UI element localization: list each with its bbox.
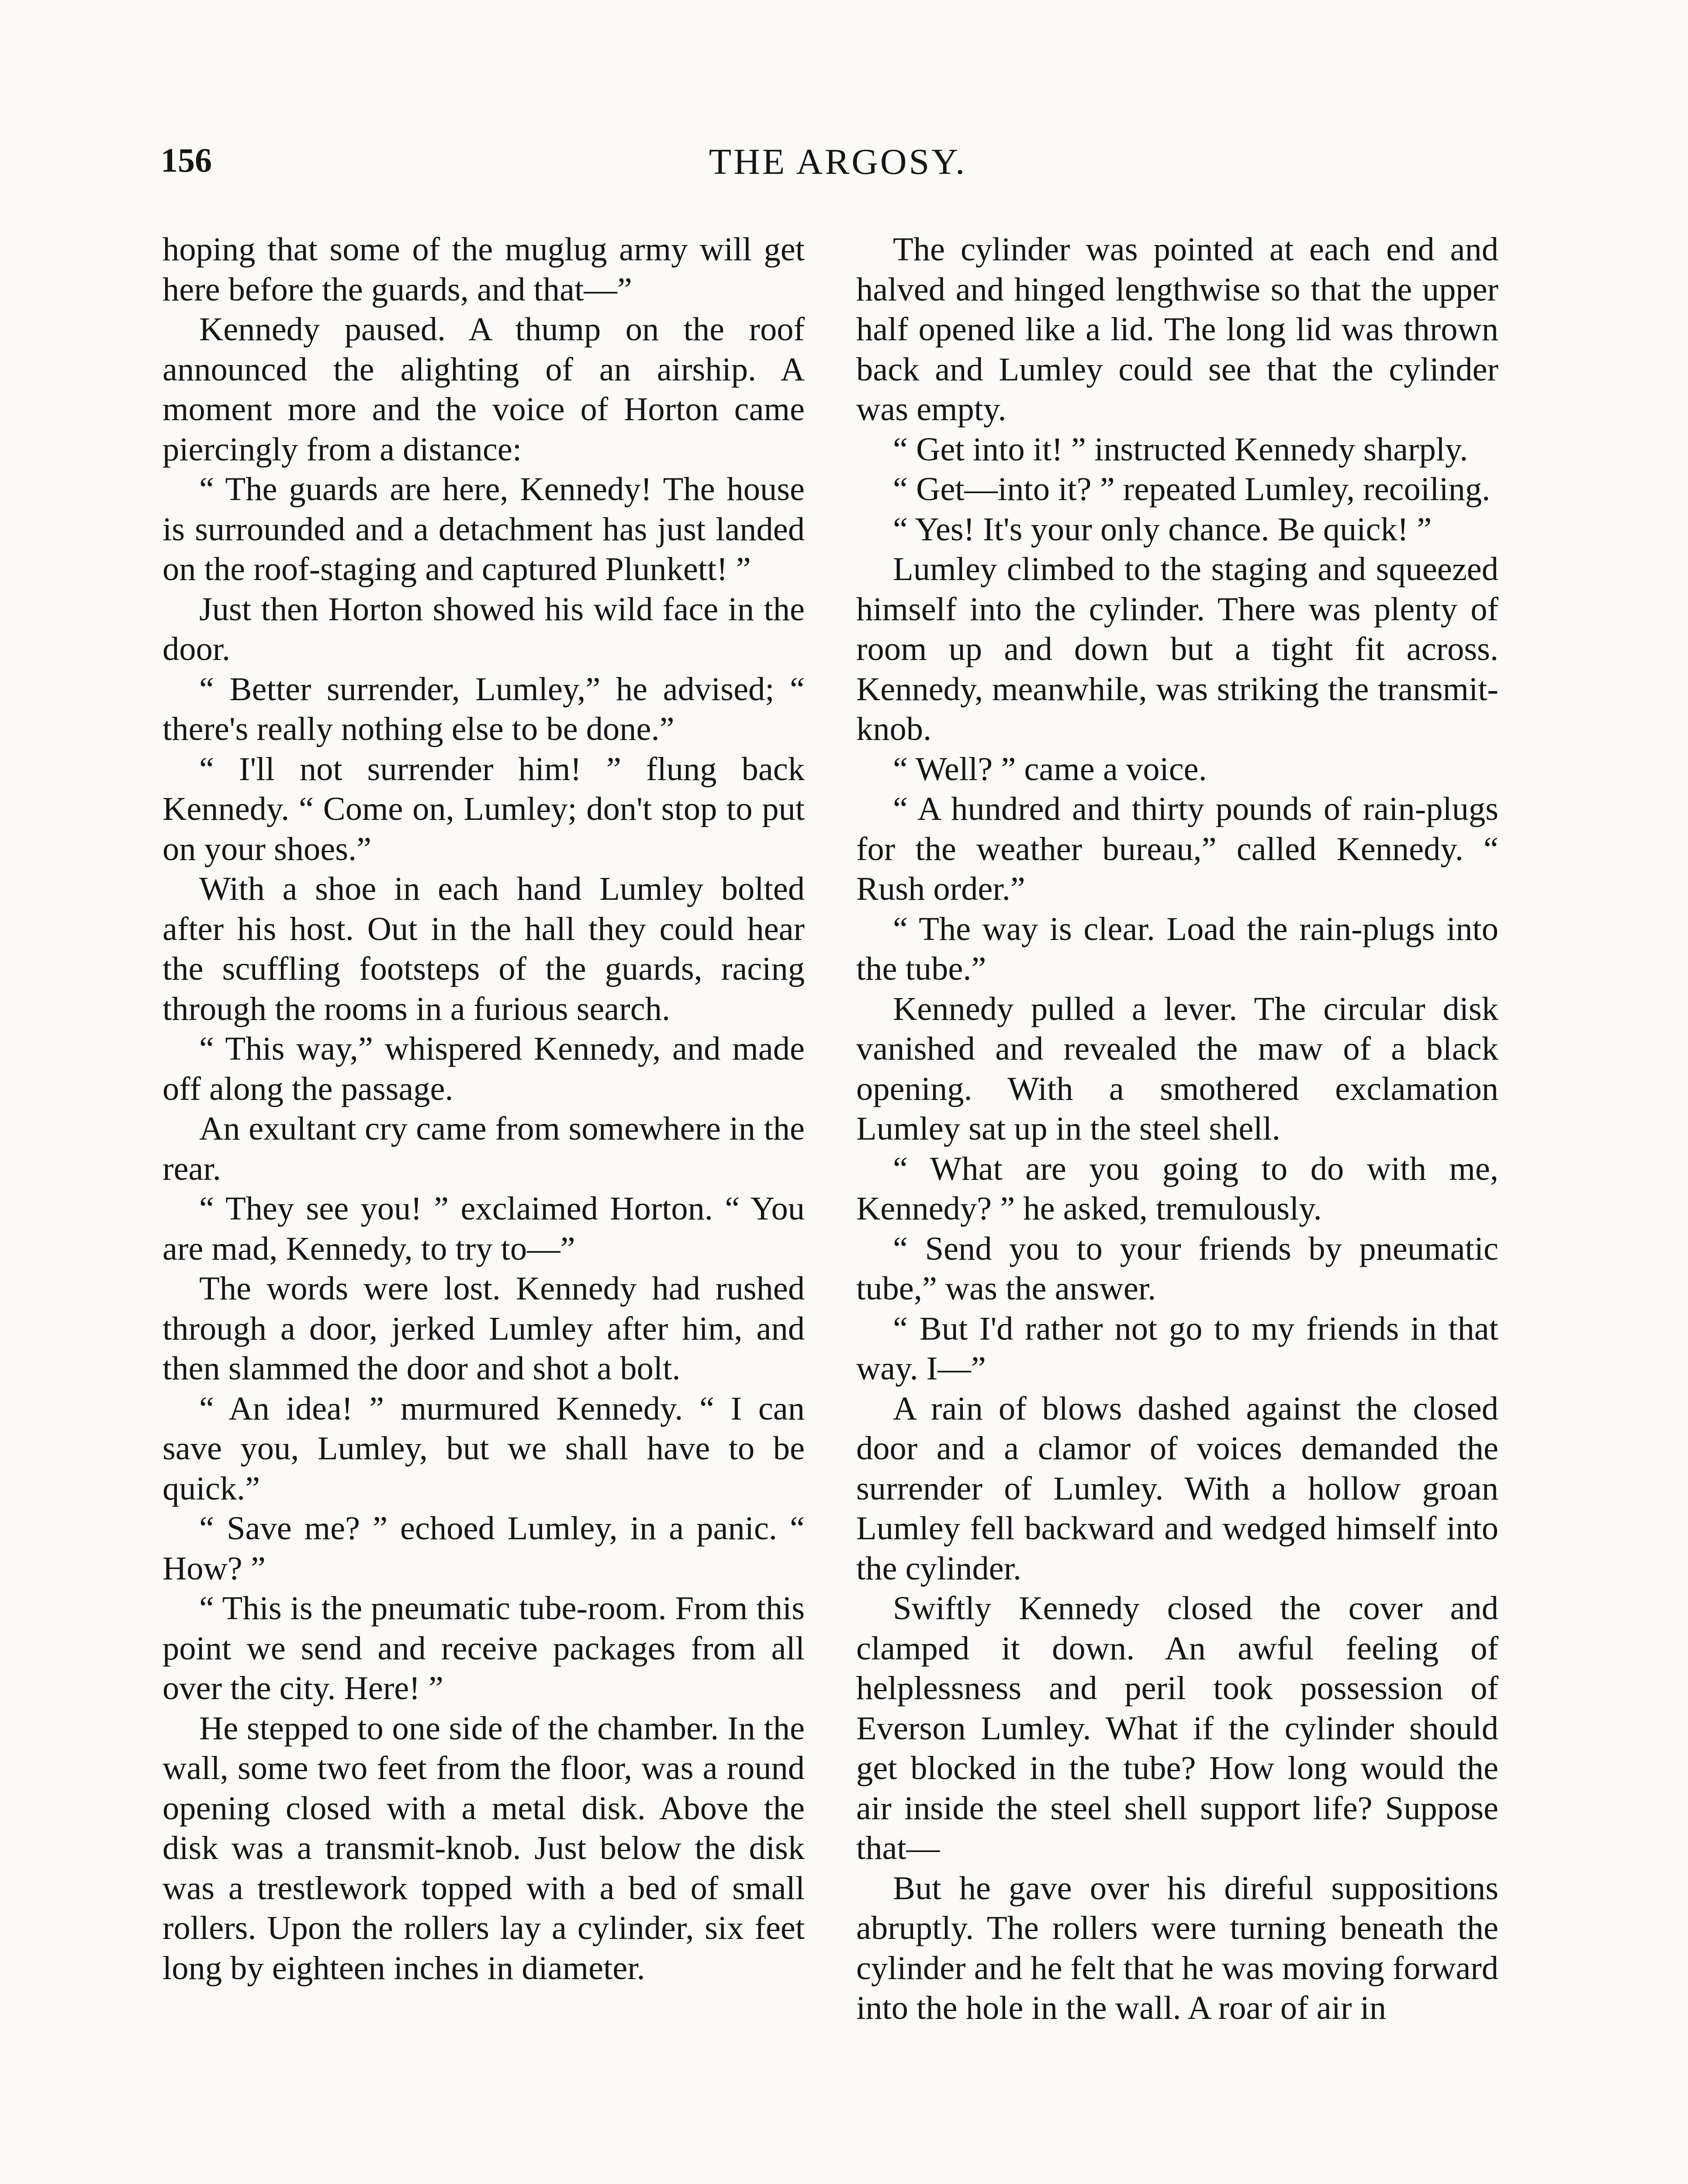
- paragraph: “ The way is clear. Load the rain-plugs into the tube.”: [856, 910, 1498, 987]
- paragraph: “ Get into it! ” instructed Kennedy sharply.: [893, 430, 1468, 468]
- paragraph: Swiftly Kennedy closed the cover and clamped it down. An awful feeling of helplessness and peril took possession of Everson Lumley. What if the cylinder should get blocked in the tube? How long would the air inside the steel shell support life? Suppose that—: [856, 1590, 1498, 1866]
- paragraph: “ Save me? ” echoed Lumley, in a panic. “ How? ”: [163, 1510, 805, 1587]
- paragraph: “ The guards are here, Kennedy! The house is surrounded and a detachment has just landed on the roof-staging and captured Plunkett! ”: [163, 470, 805, 587]
- paragraph: Kennedy paused. A thump on the roof announced the alighting of an airship. A moment more and the voice of Horton came piercingly from a distance:: [163, 311, 805, 468]
- paragraph: The cylinder was pointed at each end and halved and hinged lengthwise so that the upper half opened like a lid. The long lid was thrown back and Lumley could see that the cylinder was empty.: [856, 231, 1498, 428]
- paragraph: “ Well? ” came a voice.: [893, 750, 1207, 788]
- paragraph: “ I'll not surrender him! ” flung back Kennedy. “ Come on, Lumley; don't stop to put on your shoes.”: [163, 750, 805, 867]
- paragraph: But he gave over his direful suppositions abruptly. The rollers were turning beneath the cylinder and he felt that he was moving forward into the hole in the wall. A roar of air in: [856, 1869, 1499, 2026]
- paragraph: With a shoe in each hand Lumley bolted after his host. Out in the hall they could hear the scuffling footsteps of the guards, racing through the rooms in a furious search.: [163, 870, 805, 1027]
- page-number: 156: [161, 141, 212, 179]
- paragraph: “ Yes! It's your only chance. Be quick! ”: [893, 510, 1432, 548]
- paragraph: hoping that some of the muglug army will get here before the guards, and that—”: [163, 231, 805, 308]
- paragraph: “ Better surrender, Lumley,” he advised; “ there's really nothing else to be done.”: [163, 670, 805, 747]
- paragraph: Just then Horton showed his wild face in the door.: [163, 590, 805, 667]
- paragraph: The words were lost. Kennedy had rushed through a door, jerked Lumley after him, and then slammed the door and shot a bolt.: [163, 1270, 805, 1387]
- paragraph: “ This is the pneumatic tube-room. From this point we send and receive packages from all over the city. Here! ”: [163, 1590, 805, 1707]
- running-head: THE ARGOSY.: [709, 142, 967, 182]
- paragraph: “ But I'd rather not go to my friends in that way. I—”: [856, 1310, 1498, 1387]
- paragraph: “ An idea! ” murmured Kennedy. “ I can save you, Lumley, but we shall have to be quick.”: [163, 1389, 805, 1507]
- paragraph: A rain of blows dashed against the closed door and a clamor of voices demanded the surrender of Lumley. With a hollow groan Lumley fell backward and wedged himself into the cylinder.: [856, 1389, 1498, 1587]
- right-column: [856, 229, 1498, 2028]
- paragraph: “ What are you going to do with me, Kennedy? ” he asked, tremulously.: [856, 1150, 1498, 1227]
- page-header: [161, 141, 1515, 193]
- paragraph: Lumley climbed to the staging and squeezed himself into the cylinder. There was plenty of room up and down but a tight fit across. Kennedy, meanwhile, was striking the transmit-knob.: [856, 550, 1498, 747]
- paragraph: He stepped to one side of the chamber. In the wall, some two feet from the floor, was a round opening closed with a metal disk. Above the disk was a transmit-knob. Just below the disk was a trestlework topped with a bed of small rollers. Upon the rollers lay a cylinder, six feet long by eighteen inches in diameter.: [163, 1709, 805, 1987]
- left-column: [163, 229, 805, 1988]
- paragraph: “ This way,” whispered Kennedy, and made off along the passage.: [163, 1030, 805, 1107]
- paragraph: “ A hundred and thirty pounds of rain-plugs for the weather bureau,” called Kennedy. “ Rush order.”: [856, 790, 1498, 907]
- paragraph: Kennedy pulled a lever. The circular disk vanished and revealed the maw of a black opening. With a smothered exclamation Lumley sat up in the steel shell.: [856, 990, 1498, 1147]
- paragraph: “ Send you to your friends by pneumatic tube,” was the answer.: [856, 1230, 1498, 1307]
- paragraph: “ They see you! ” exclaimed Horton. “ You are mad, Kennedy, to try to—”: [163, 1190, 805, 1267]
- paragraph: “ Get—into it? ” repeated Lumley, recoiling.: [893, 470, 1491, 508]
- paragraph: An exultant cry came from somewhere in the rear.: [163, 1110, 805, 1187]
